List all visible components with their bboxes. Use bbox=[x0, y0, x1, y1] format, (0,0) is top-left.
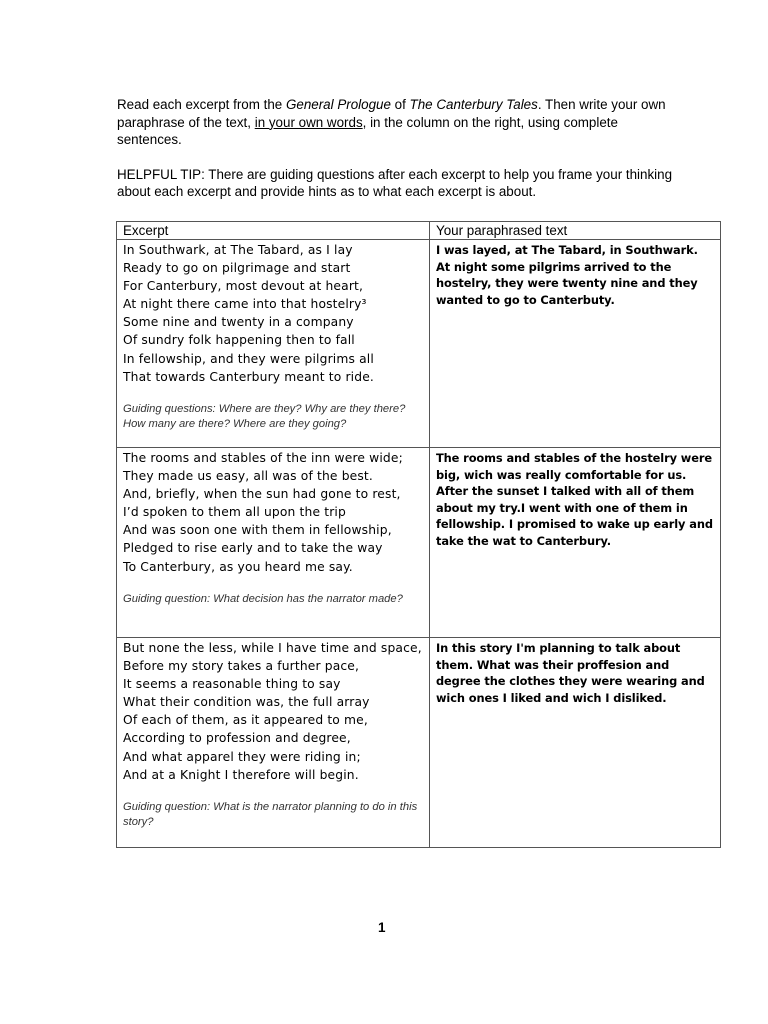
excerpt-line: In fellowship, and they were pilgrims all bbox=[123, 351, 374, 366]
helpful-tip: HELPFUL TIP: There are guiding questions after each excerpt to help you frame your thinking about each excerpt and provide hints as to what each excerpt is about. bbox=[117, 166, 673, 199]
excerpt-line: To Canterbury, as you heard me say. bbox=[123, 559, 353, 574]
paraphrase-text: The rooms and stables of the hostelry were big, wich was really comfortable for us. After the sunset I talked with all of them about my try.I went with one of them in fellowship. I promised to wake up early and take the wat to Canterbury. bbox=[436, 451, 713, 548]
header-excerpt: Excerpt bbox=[117, 222, 430, 240]
excerpt-line: And, briefly, when the sun had gone to rest, bbox=[123, 487, 401, 502]
work-title-tales: The Canterbury Tales bbox=[409, 97, 538, 112]
excerpt-line: Before my story takes a further pace, bbox=[123, 659, 360, 674]
excerpt-line: That towards Canterbury meant to ride. bbox=[123, 369, 374, 384]
excerpt-line: At night there came into that hostelry³ bbox=[123, 297, 367, 312]
excerpt-line: According to profession and degree, bbox=[123, 731, 351, 746]
excerpt-line: It seems a reasonable thing to say bbox=[123, 677, 341, 692]
guiding-question: Guiding question: What is the narrator planning to do in this story? bbox=[123, 800, 418, 829]
excerpt-line: But none the less, while I have time and space, bbox=[123, 641, 422, 655]
excerpt-lines bbox=[123, 241, 423, 386]
paraphrase-cell[interactable] bbox=[430, 448, 721, 638]
guiding-question: Guiding questions: Where are they? Why are they there? How many are there? Where are they going? bbox=[123, 402, 406, 431]
table-header-row bbox=[117, 222, 721, 240]
underlined-emphasis: in your own words bbox=[254, 114, 363, 130]
paraphrase-cell[interactable] bbox=[430, 240, 721, 448]
guiding-question: Guiding question: What decision has the narrator made? bbox=[123, 592, 403, 605]
excerpt-table bbox=[116, 221, 721, 848]
excerpt-line: And was soon one with them in fellowship, bbox=[123, 523, 392, 538]
excerpt-line: The rooms and stables of the inn were wide; bbox=[123, 451, 403, 465]
intro-paragraph: Read each excerpt from the General Prologue of The Canterbury Tales. Then write your own paraphrase of the text, in your own words, in the column on the right, using complete sentences. bbox=[117, 97, 666, 147]
excerpt-line: Pledged to rise early and to take the way bbox=[123, 541, 383, 556]
excerpt-line: Of sundry folk happening then to fall bbox=[123, 333, 355, 348]
table-row bbox=[117, 240, 721, 448]
instructions bbox=[117, 96, 677, 201]
work-title-prologue: General Prologue bbox=[285, 97, 391, 112]
table-row bbox=[117, 448, 721, 638]
excerpt-lines bbox=[123, 639, 423, 784]
excerpt-line: They made us easy, all was of the best. bbox=[123, 469, 373, 484]
excerpt-cell bbox=[117, 448, 430, 638]
excerpt-line: What their condition was, the full array bbox=[123, 695, 370, 710]
paraphrase-text: In this story I'm planning to talk about them. What was their proffesion and degree the clothes they were wearing and wich ones I liked and wich I disliked. bbox=[436, 641, 705, 705]
excerpt-cell bbox=[117, 240, 430, 448]
excerpt-line: Of each of them, as it appeared to me, bbox=[123, 713, 368, 728]
excerpt-line: Ready to go on pilgrimage and start bbox=[123, 261, 351, 276]
paraphrase-cell[interactable] bbox=[430, 638, 721, 848]
excerpt-line: Some nine and twenty in a company bbox=[123, 315, 354, 330]
excerpt-line: I’d spoken to them all upon the trip bbox=[123, 505, 346, 520]
table-row bbox=[117, 638, 721, 848]
excerpt-cell bbox=[117, 638, 430, 848]
excerpt-line: And what apparel they were riding in; bbox=[123, 749, 361, 764]
excerpt-lines bbox=[123, 449, 423, 576]
excerpt-line: For Canterbury, most devout at heart, bbox=[123, 279, 364, 294]
header-paraphrase: Your paraphrased text bbox=[430, 222, 721, 240]
paraphrase-text: I was layed, at The Tabard, in Southwark. At night some pilgrims arrived to the hostelry, they were twenty nine and they wanted to go to Canterbuty. bbox=[436, 243, 698, 307]
page-number: 1 bbox=[378, 920, 386, 935]
excerpt-line: In Southwark, at The Tabard, as I lay bbox=[123, 243, 353, 257]
excerpt-line: And at a Knight I therefore will begin. bbox=[123, 767, 359, 782]
